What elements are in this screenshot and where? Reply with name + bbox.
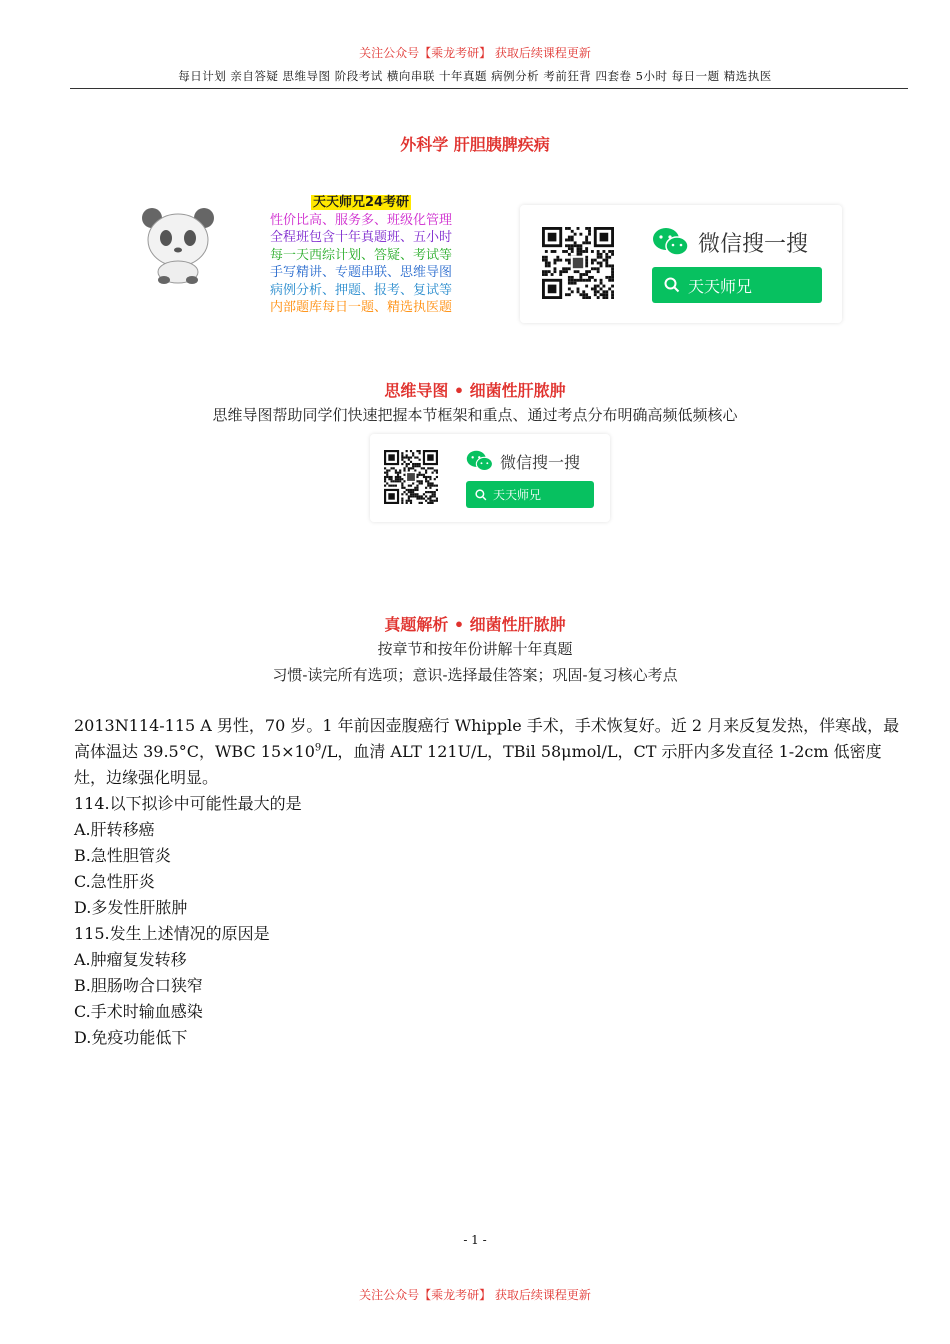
mindmap-title: 思维导图 • 细菌性肝脓肿 bbox=[384, 381, 566, 400]
ad-text-block bbox=[246, 194, 476, 317]
header-promo: 关注公众号【乘龙考研】 获取后续课程更新 bbox=[359, 46, 591, 60]
question-stem: 115.发生上述情况的原因是 bbox=[74, 924, 270, 943]
qr-code-icon bbox=[542, 227, 614, 299]
search-icon bbox=[664, 277, 680, 293]
wechat-search-label: 微信搜一搜 bbox=[698, 232, 809, 257]
search-icon bbox=[475, 489, 487, 501]
footer-promo: 关注公众号【乘龙考研】 获取后续课程更新 bbox=[359, 1288, 591, 1302]
question-stem: 114.以下拟诊中可能性最大的是 bbox=[74, 794, 302, 813]
ad-line: 每一天西综计划、答疑、考试等 bbox=[269, 247, 452, 263]
wechat-logo-icon bbox=[466, 450, 494, 472]
exam-subtitle-2: 习惯-读完所有选项；意识-选择最佳答案；巩固-复习核心考点 bbox=[272, 666, 678, 684]
question-option: C.手术时输血感染 bbox=[74, 1002, 203, 1021]
question-option: B.急性胆管炎 bbox=[74, 846, 171, 865]
ad-line-highlight: 天天师兄24考研 bbox=[312, 195, 410, 210]
wechat-account-label: 天天师兄 bbox=[493, 488, 542, 502]
question-option: C.急性肝炎 bbox=[74, 872, 155, 891]
wechat-account-button[interactable] bbox=[466, 481, 594, 508]
page-title: 外科学 肝胆胰脾疾病 bbox=[400, 135, 550, 154]
question-option: A.肝转移癌 bbox=[74, 820, 155, 839]
exam-title: 真题解析 • 细菌性肝脓肿 bbox=[384, 615, 566, 634]
ad-line: 性价比高、服务多、班级化管理 bbox=[269, 212, 452, 228]
ad-line: 病例分析、押题、报考、复试等 bbox=[269, 282, 452, 298]
wechat-account-button[interactable] bbox=[652, 267, 822, 303]
case-description: 2013N114-115 A 男性，70 岁。1 年前因壶腹癌行 Whipple 手术，手术恢复好。近 2 月来反复发热，伴寒战，最高体温达 39.5°C，WBC $15\times 10^9/L$，血清 ALT 121U/L，TBil 58μmol/L，CT 示肝内多发直径 1-2cm 低密度灶，边缘强化明显。 bbox=[74, 716, 900, 787]
header-nav: 每日计划 亲自答疑 思维导图 阶段考试 横向串联 十年真题 病例分析 考前狂背 四套卷 5小时 每日一题 精选执医 bbox=[178, 69, 772, 83]
wechat-search-card-small[interactable] bbox=[370, 434, 610, 522]
ad-line: 全程班包含十年真题班、五小时 bbox=[269, 230, 452, 245]
mindmap-subtitle: 思维导图帮助同学们快速把握本节框架和重点、通过考点分布明确高频低频核心 bbox=[212, 406, 738, 424]
wechat-search-card[interactable] bbox=[520, 205, 842, 323]
exam-subtitle-1: 按章节和按年份讲解十年真题 bbox=[377, 640, 573, 658]
question-option: B.胆肠吻合口狭窄 bbox=[74, 976, 203, 995]
question-block bbox=[74, 713, 910, 1051]
wechat-logo-icon bbox=[652, 227, 690, 257]
panda-icon bbox=[138, 204, 218, 284]
qr-code-icon bbox=[384, 450, 438, 504]
ad-line: 手写精讲、专题串联、思维导图 bbox=[269, 265, 452, 280]
question-option: A.肿瘤复发转移 bbox=[74, 950, 187, 969]
ad-line: 内部题库每日一题、精选执医题 bbox=[269, 300, 452, 315]
page-number: - 1 - bbox=[463, 1233, 487, 1247]
question-option: D.免疫功能低下 bbox=[74, 1028, 188, 1047]
question-option: D.多发性肝脓肿 bbox=[74, 898, 188, 917]
wechat-account-label: 天天师兄 bbox=[688, 276, 753, 296]
wechat-search-label: 微信搜一搜 bbox=[500, 453, 581, 472]
header-divider bbox=[70, 88, 908, 89]
